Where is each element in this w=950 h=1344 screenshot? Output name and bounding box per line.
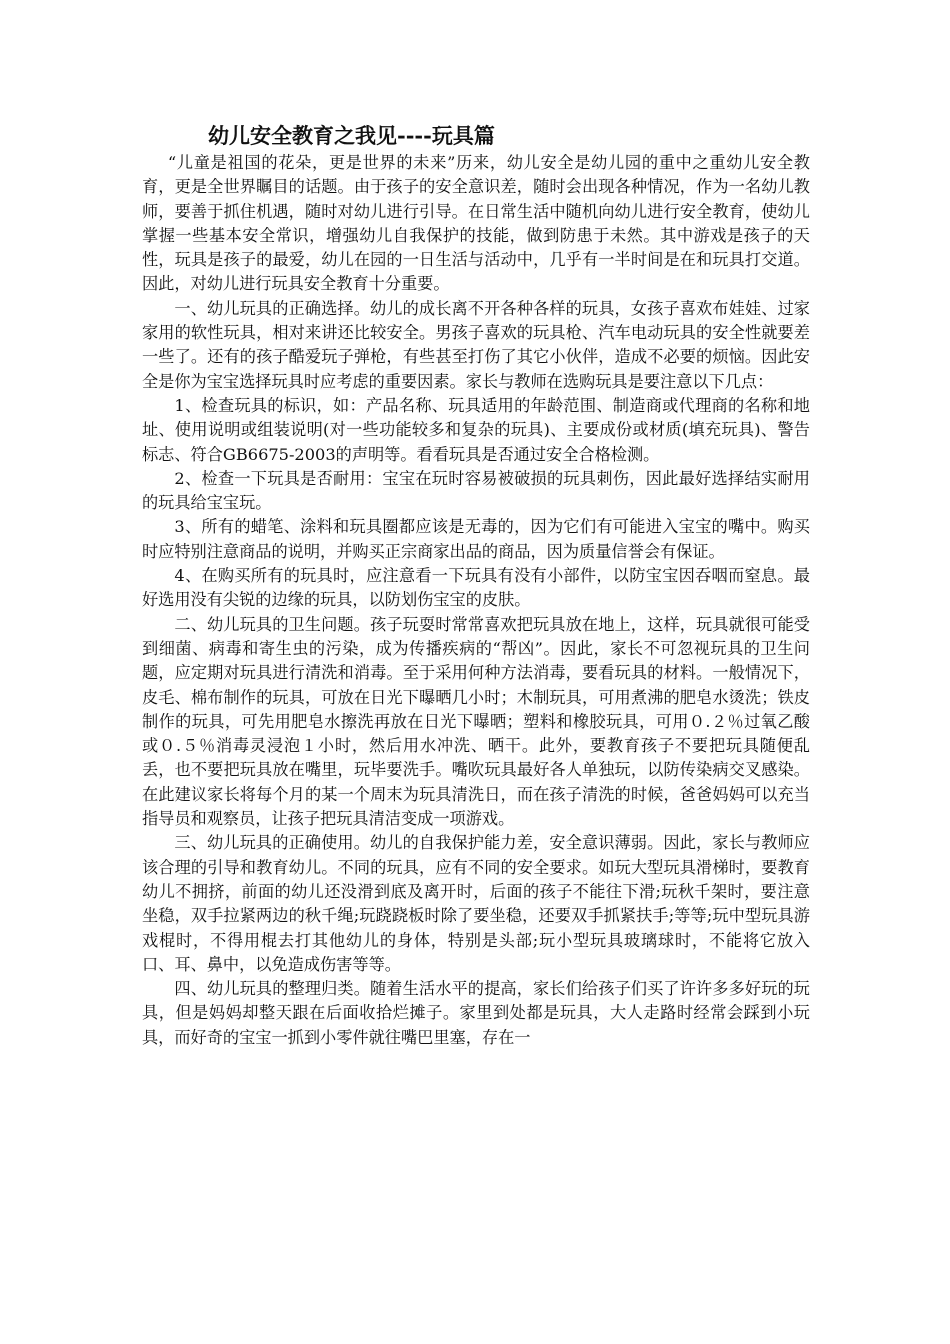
section-1-item-2: 2、检查一下玩具是否耐用：宝宝在玩时容易被破损的玩具刺伤，因此最好选择结实耐用的玩具给宝宝玩。 <box>142 468 810 513</box>
intro-paragraph: “儿童是祖国的花朵，更是世界的未来”历来，幼儿安全是幼儿园的重中之重幼儿安全教育，更是全世界瞩目的话题。由于孩子的安全意识差，随时会出现各种情况，作为一名幼儿教师，要善于抓住机遇，随时对幼儿进行引导。在日常生活中随机向幼儿进行安全教育，使幼儿掌握一些基本安全常识，增强幼儿自我保护的技能，做到防患于未然。其中游戏是孩子的天性，玩具是孩子的最爱，幼儿在园的一日生活与活动中，几乎有一半时间是在和玩具打交道。因此，对幼儿进行玩具安全教育十分重要。 <box>142 153 810 294</box>
section-1-item-3: 3、所有的蜡笔、涂料和玩具圈都应该是无毒的，因为它们有可能进入宝宝的嘴中。购买时应特别注意商品的说明，并购买正宗商家出品的商品，因为质量信誉会有保证。 <box>142 517 810 561</box>
section-3-paragraph: 三、幼儿玩具的正确使用。幼儿的自我保护能力差，安全意识薄弱。因此，家长与教师应该合理的引导和教育幼儿。不同的玩具，应有不同的安全要求。如玩大型玩具滑梯时，要教育幼儿不拥挤，前面的幼儿还没滑到底及离开时，后面的孩子不能往下滑;玩秋千架时，要注意坐稳，双手拉紧两边的秋千绳;玩跷跷板时除了要坐稳，还要双手抓紧扶手;等等;玩中型玩具游戏棍时，不得用棍去打其他幼儿的身体，特别是头部;玩小型玩具玻璃球时，不能将它放入口、耳、鼻中，以免造成伤害等等。 <box>142 833 810 974</box>
section-1-item-1: 1、检查玩具的标识，如：产品名称、玩具适用的年龄范围、制造商或代理商的名称和地址、使用说明或组装说明(对一些功能较多和复杂的玩具)、主要成份或材质(填充玩具)、警告标志、符合GB6675-2003的声明等。看看玩具是否通过安全合格检测。 <box>142 395 810 464</box>
section-2-paragraph: 二、幼儿玩具的卫生问题。孩子玩耍时常常喜欢把玩具放在地上，这样，玩具就很可能受到细菌、病毒和寄生虫的污染，成为传播疾病的“帮凶”。因此，家长不可忽视玩具的卫生问题，应定期对玩具进行清洗和消毒。至于采用何种方法消毒，要看玩具的材料。一般情况下，皮毛、棉布制作的玩具，可放在日光下曝晒几小时；木制玩具，可用煮沸的肥皂水烫洗；铁皮制作的玩具，可先用肥皂水擦洗再放在日光下曝晒；塑料和橡胶玩具，可用０.２％过氧乙酸或０.５％消毒灵浸泡１小时，然后用水冲洗、晒干。此外，要教育孩子不要把玩具随便乱丢，也不要把玩具放在嘴里，玩毕要洗手。嘴吹玩具最好各人单独玩，以防传染病交叉感染。在此建议家长将每个月的某一个周末为玩具清洗日，而在孩子清洗的时候，爸爸妈妈可以充当指导员和观察员，让孩子把玩具清洁变成一项游戏。 <box>142 614 810 829</box>
section-4-paragraph: 四、幼儿玩具的整理归类。随着生活水平的提高，家长们给孩子们买了许许多多好玩的玩具，但是妈妈却整天跟在后面收拾烂摊子。家里到处都是玩具，大人走路时经常会踩到小玩具，而好奇的宝宝一抓到小零件就往嘴巴里塞，存在一 <box>142 979 810 1047</box>
section-1-paragraph: 一、幼儿玩具的正确选择。幼儿的成长离不开各种各样的玩具，女孩子喜欢布娃娃、过家家用的软性玩具，相对来讲还比较安全。男孩子喜欢的玩具枪、汽车电动玩具的安全性就要差一些了。还有的孩子酷爱玩子弹枪，有些甚至打伤了其它小伙伴，造成不必要的烦恼。因此安全是你为宝宝选择玩具时应考虑的重要因素。家长与教师在选购玩具是要注意以下几点： <box>142 298 810 391</box>
document-title: 幼儿安全教育之我见----玩具篇 <box>208 123 495 148</box>
document-body <box>142 121 810 1050</box>
section-1-item-4: 4、在购买所有的玩具时，应注意看一下玩具有没有小部件，以防宝宝因吞咽而窒息。最好选用没有尖锐的边缘的玩具，以防划伤宝宝的皮肤。 <box>142 566 810 610</box>
